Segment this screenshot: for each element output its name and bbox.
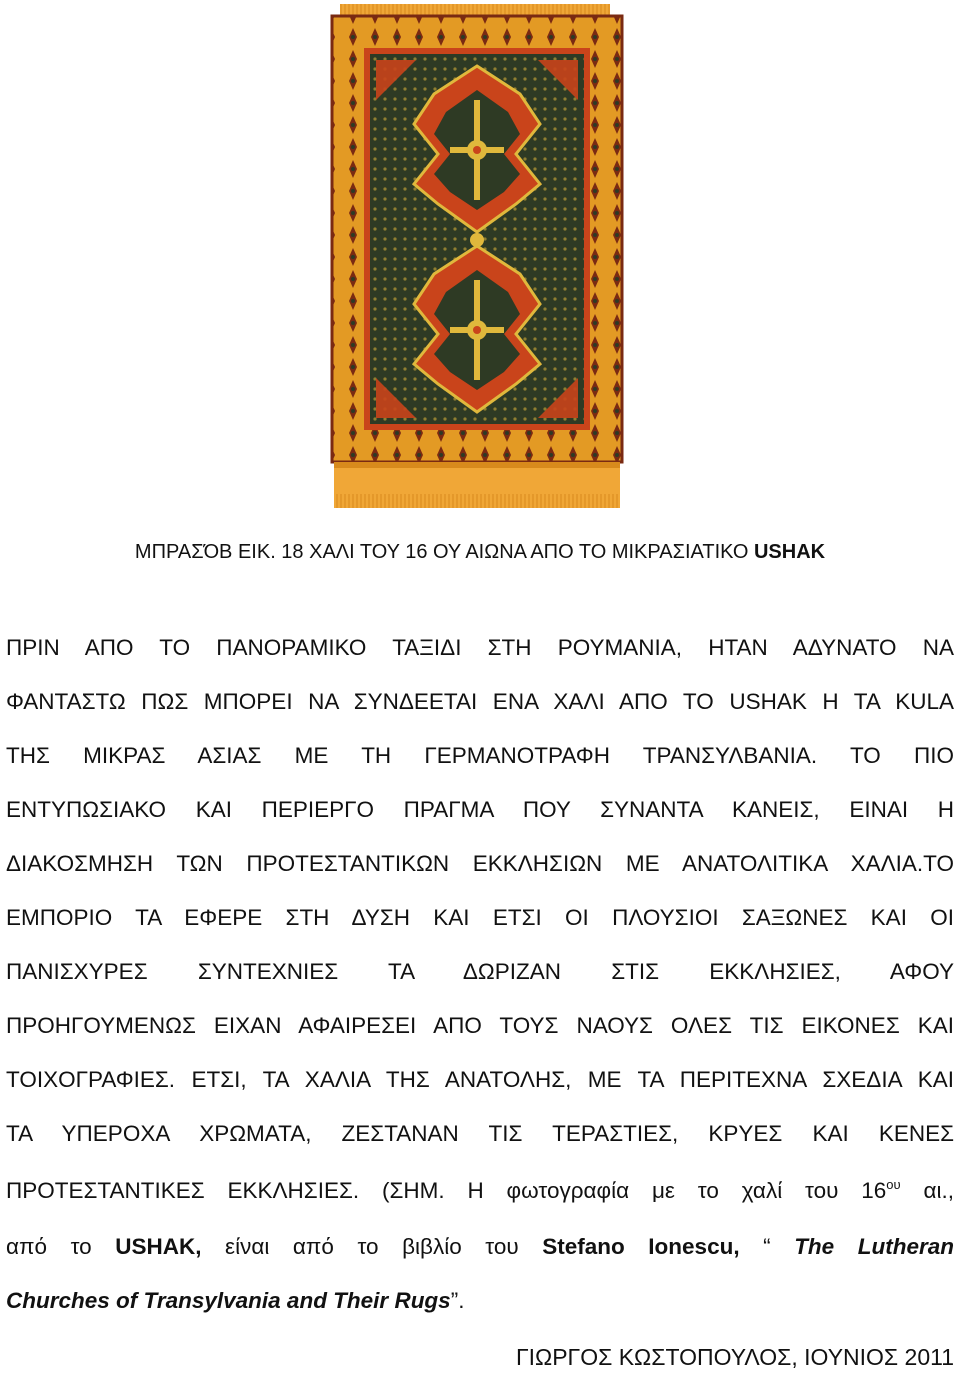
author-signature: ΓΙΩΡΓΟΣ ΚΩΣΤΟΠΟΥΛΟΣ, ΙΟΥΝΙΟΣ 2011 — [515, 1344, 954, 1370]
body-line: ΠΡΟΗΓΟΥΜΕΝΩΣ ΕΙΧΑΝ ΑΦΑΙΡΕΣΕΙ ΑΠΟ ΤΟΥΣ ΝΑΟΥΣ ΟΛΕΣ ΤΙΣ ΕΙΚΟΝΕΣ ΚΑΙ — [6, 1013, 954, 1038]
source-title: The Lutheran — [794, 1234, 954, 1259]
source-text: από το — [6, 1234, 116, 1259]
body-line: ΕΝΤΥΠΩΣΙΑΚΟ ΚΑΙ ΠΕΡΙΕΡΓΟ ΠΡΑΓΜΑ ΠΟΥ ΣΥΝΑΝΤΑ ΚΑΝΕΙΣ, ΕΙΝΑΙ Η — [6, 797, 954, 822]
note-text: ΠΡΟΤΕΣΤΑΝΤΙΚΕΣ ΕΚΚΛΗΣΙΕΣ. (ΣΗΜ. Η φωτογραφία με το χαλί του 16 — [6, 1178, 887, 1203]
body-line: ΤΗΣ ΜΙΚΡΑΣ ΑΣΙΑΣ ΜΕ ΤΗ ΓΕΡΜΑΝΟΤΡΑΦΗ ΤΡΑΝΣΥΛΒΑΝΙΑ. ΤΟ ΠΙΟ — [6, 743, 954, 768]
title-end: ”. — [450, 1288, 465, 1313]
body-line: ΤΟΙΧΟΓΡΑΦΙΕΣ. ΕΤΣΙ, ΤΑ ΧΑΛΙΑ ΤΗΣ ΑΝΑΤΟΛΗΣ, ΜΕ ΤΑ ΠΕΡΙΤΕΧΝΑ ΣΧΕΔΙΑ ΚΑΙ — [6, 1067, 954, 1092]
body-line: ΦΑΝΤΑΣΤΩ ΠΩΣ ΜΠΟΡΕΙ ΝΑ ΣΥΝΔΕΕΤΑΙ ΕΝΑ ΧΑΛΙ ΑΠΟ ΤΟ USHAK Η ΤΑ KULA — [6, 689, 954, 714]
caption-text: ΜΠΡΑΣΌΒ ΕΙΚ. 18 ΧΑΛΙ ΤΟΥ 16 ΟΥ ΑΙΩΝΑ ΑΠΟ ΤΟ ΜΙΚΡΑΣΙΑΤΙΚΟ — [134, 541, 754, 563]
body-line-note — [6, 1176, 954, 1206]
source-author: Stefano Ionescu, — [542, 1234, 740, 1259]
caption-bold: USHAK — [753, 541, 826, 563]
note-tail: αι., — [900, 1178, 954, 1203]
body-line-title — [6, 1286, 954, 1316]
note-superscript: ου — [886, 1177, 901, 1192]
body-line-source — [6, 1232, 954, 1262]
image-caption — [0, 541, 960, 564]
body-line: ΠΑΝΙΣΧΥΡΕΣ ΣΥΝΤΕΧΝΙΕΣ ΤΑ ΔΩΡΙΖΑΝ ΣΤΙΣ ΕΚΚΛΗΣΙΕΣ, ΑΦΟΥ — [6, 959, 954, 984]
rug-illustration — [320, 4, 634, 512]
body-line: ΕΜΠΟΡΙΟ ΤΑ ΕΦΕΡΕ ΣΤΗ ΔΥΣΗ ΚΑΙ ΕΤΣΙ ΟΙ ΠΛΟΥΣΙΟΙ ΣΑΞΩΝΕΣ ΚΑΙ ΟΙ — [6, 905, 954, 930]
source-text: είναι από το βιβλίο του — [201, 1234, 543, 1259]
book-title: Churches of Transylvania and Their Rugs — [6, 1288, 451, 1313]
body-line: ΤΑ ΥΠΕΡΟΧΑ ΧΡΩΜΑΤΑ, ΖΕΣΤΑΝΑΝ ΤΙΣ ΤΕΡΑΣΤΙΕΣ, ΚΡΥΕΣ ΚΑΙ ΚΕΝΕΣ — [6, 1121, 954, 1146]
body-line: ΠΡΙΝ ΑΠΟ ΤΟ ΠΑΝΟΡΑΜΙΚΟ ΤΑΞΙΔΙ ΣΤΗ ΡΟΥΜΑΝΙΑ, ΗΤΑΝ ΑΔΥΝΑΤΟ ΝΑ — [6, 635, 954, 660]
body-line: ΔΙΑΚΟΣΜΗΣΗ ΤΩΝ ΠΡΟΤΕΣΤΑΝΤΙΚΩΝ ΕΚΚΛΗΣΙΩΝ ΜΕ ΑΝΑΤΟΛΙΤΙΚΑ ΧΑΛΙΑ.ΤΟ — [6, 851, 954, 876]
source-quote: “ — [739, 1234, 795, 1259]
source-ushak: USHAK, — [115, 1234, 202, 1259]
